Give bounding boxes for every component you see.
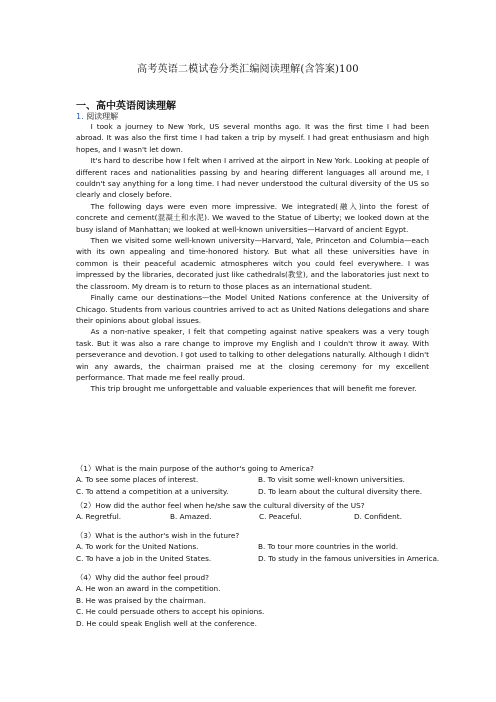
option-d: D. To study in the famous universities in America. <box>258 553 440 563</box>
question-label: 阅读理解 <box>86 112 119 121</box>
question-stem: （2）How did the author feel when he/she saw the cultural diversity of the US? <box>76 501 365 510</box>
passage-paragraph: This trip brought me unforgettable and valuable experiences that will benefit me forever. <box>90 384 417 394</box>
options-row <box>76 541 429 552</box>
passage-paragraph: The following days were even more impressive. We integrated(融入)into the forest of concrete and cement(混凝土和水泥). We waved to the Statue of Liberty; we looked down at the busy island of Manhattan; we looked at well-known universities—Harvard of ancient Egypt. <box>76 201 429 234</box>
question-number: 1. <box>76 112 84 121</box>
option-d: D. To learn about the cultural diversity there. <box>258 486 423 496</box>
question-3 <box>76 530 440 564</box>
options-row <box>76 474 429 485</box>
question-2 <box>76 500 429 523</box>
option-c: C. To attend a competition at a university. <box>76 486 229 496</box>
option-a: A. Regretful. <box>76 512 122 522</box>
passage-paragraph: Finally came our destinations—the Model United Nations conference at the University of Chicago. Students from various countries arrived to act as United Nations delegations and share their opinions about global issues. <box>76 293 429 325</box>
question-stem: （3）What is the author's wish in the future? <box>76 531 240 540</box>
question-stem: （1）What is the main purpose of the author's going to America? <box>76 464 314 473</box>
option-d: D. He could speak English well at the conference. <box>76 618 257 628</box>
option-c: C. To have a job in the United States. <box>76 553 212 563</box>
passage-paragraph: It's hard to describe how I felt when I arrived at the airport in New York. Looking at people of different races and nationalities passing by and hearing different languages all around me, I couldn't say anything for a long time. I had never understood the cultural diversity of the US so clearly and closely before. <box>76 156 429 200</box>
option-d: D. Confident. <box>354 512 402 522</box>
options-row <box>76 486 429 497</box>
passage-paragraph: I took a journey to New York, US several months ago. It was the first time I had been abroad. It was also the first time I had taken a trip by myself. I had great enthusiasm and high hopes, and I wasn't let down. <box>76 122 429 154</box>
options-row <box>76 511 429 522</box>
options-row <box>76 553 440 564</box>
question-4 <box>76 572 429 629</box>
passage <box>76 121 429 395</box>
section-heading: 一、高中英语阅读理解 <box>76 101 176 112</box>
passage-paragraph: Then we visited some well-known university—Harvard, Yale, Princeton and Columbia—each with its own appealing and time-honored history. But what all these universities have in common is their peaceful academic atmospheres witch you could feel everywhere. I was impressed by the libraries, decorated just like cathedrals(教堂), and the laboratories just next to the classroom. My dream is to return to those places as an international student. <box>76 236 429 291</box>
option-a: A. He won an award in the competition. <box>76 584 221 594</box>
option-a: A. To see some places of interest. <box>76 475 199 485</box>
option-c: C. He could persuade others to accept his opinions. <box>76 607 265 617</box>
option-b: B. To tour more countries in the world. <box>258 542 399 552</box>
option-a: A. To work for the United Nations. <box>76 542 199 552</box>
question-stem: （4）Why did the author feel proud? <box>76 573 209 582</box>
option-b: B. Amazed. <box>170 512 212 522</box>
option-b: B. To visit some well-known universities. <box>258 475 405 485</box>
option-c: C. Peaceful. <box>259 512 302 522</box>
option-b: B. He was praised by the chairman. <box>76 595 206 605</box>
passage-paragraph: As a non-native speaker, I felt that competing against native speakers was a very tough task. But it was also a rare change to improve my English and I couldn't throw it away. With perseverance and devotion. I got used to talking to other delegations naturally. Although I didn't win any awards, the chairman praised me at the closing ceremony for my excellent performance. That made me feel really proud. <box>76 327 429 382</box>
document-title: 高考英语二模试卷分类汇编阅读理解(含答案)100 <box>137 64 359 75</box>
question-1 <box>76 463 429 497</box>
